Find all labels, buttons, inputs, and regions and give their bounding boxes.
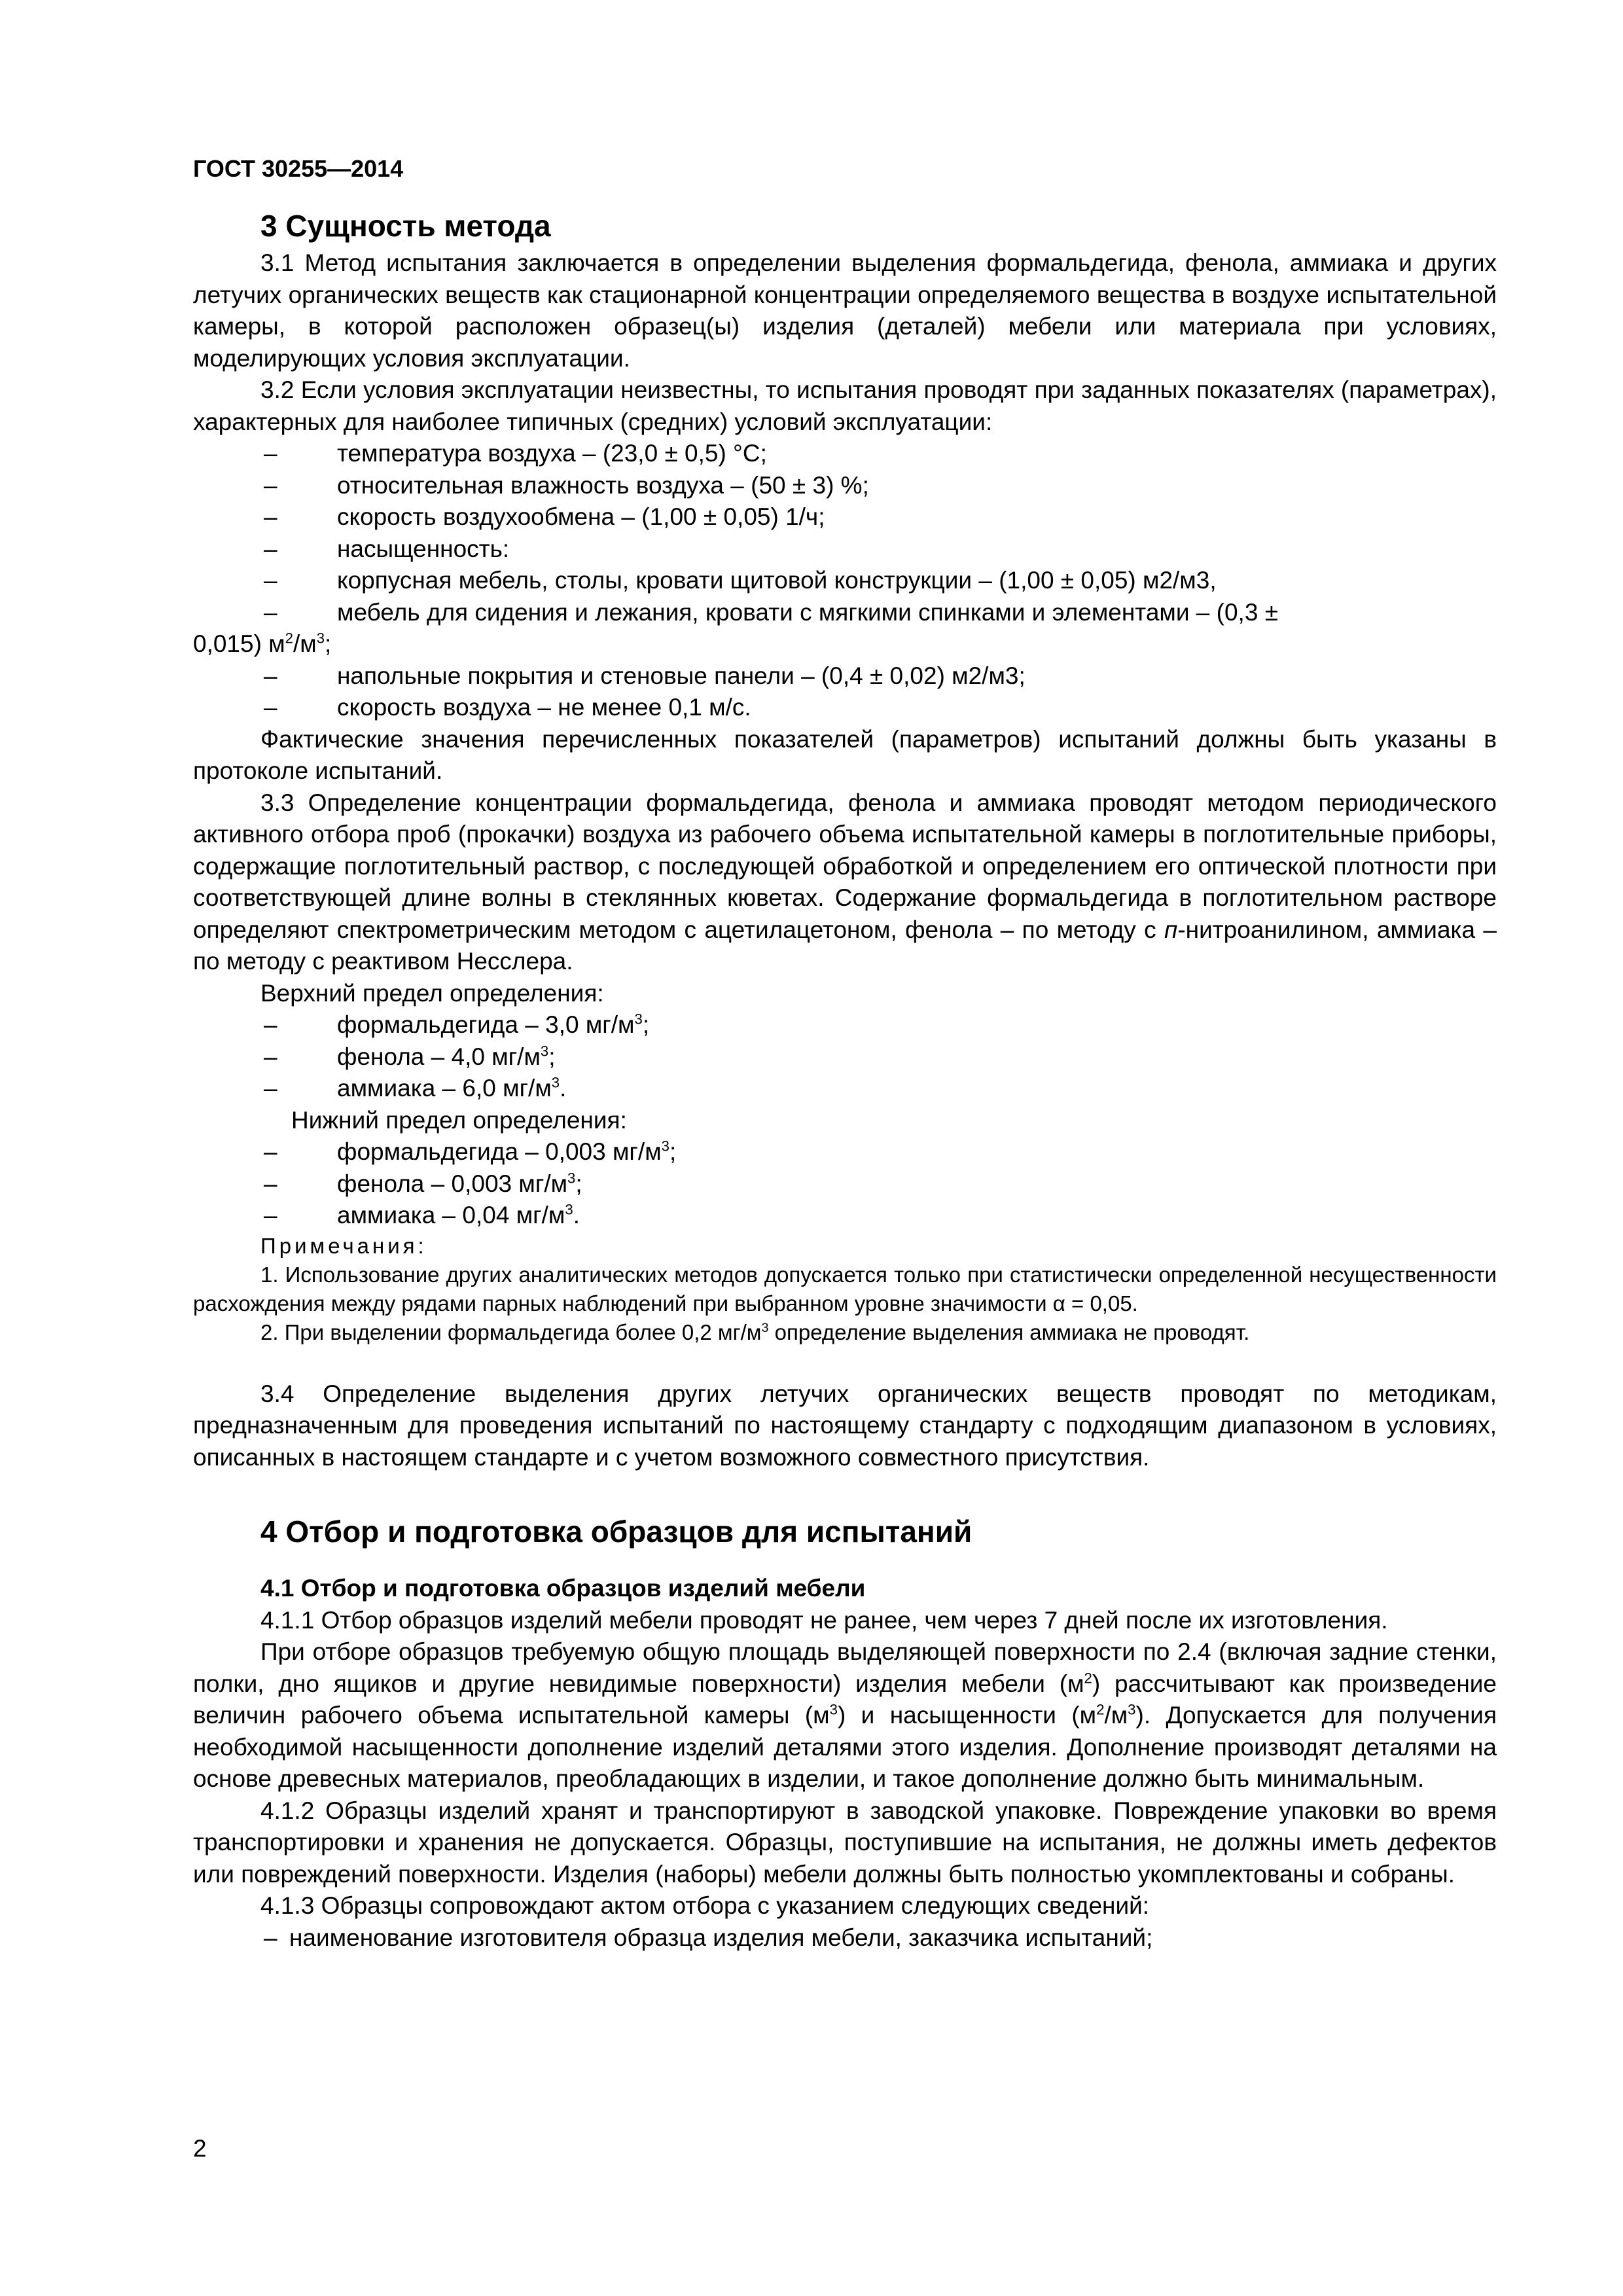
page-number: 2: [193, 2135, 207, 2162]
text-run: ) рассчитывают как произведение величин рабочего объема испытательной камеры (м: [193, 1670, 1497, 1729]
list-item-text: температура воздуха – (23,0 ± 0,5) °С;: [337, 440, 767, 467]
list-item: [193, 597, 1497, 629]
superscript: 3: [316, 630, 325, 647]
dash-marker: –: [264, 1170, 277, 1197]
subsection-4-1-title: 4.1 Отбор и подготовка образцов изделий мебели: [260, 1575, 866, 1602]
list-item: [193, 470, 1497, 502]
text-run: ;: [325, 630, 332, 657]
dash-marker: –: [264, 1075, 277, 1102]
dash-marker: –: [264, 1924, 277, 1951]
list-item-continuation: [193, 628, 1497, 660]
superscript: 3: [761, 1320, 769, 1335]
list-item: [193, 1168, 1497, 1200]
section-4-title: 4 Отбор и подготовка образцов для испытаний: [260, 1515, 972, 1549]
italic-text: п: [1164, 916, 1178, 943]
list-item-text: относительная влажность воздуха – (50 ± 3) %;: [337, 471, 869, 499]
text-run: .: [573, 1202, 580, 1229]
list-item: [193, 1073, 1497, 1105]
clause-3-2: 3.2 Если условия эксплуатации неизвестны, то испытания проводят при заданных показателях (параметрах), характерных для наиболее типичных (средних) условий эксплуатации:: [193, 376, 1497, 435]
list-item-text: скорость воздухообмена – (1,00 ± 0,05) 1/ч;: [337, 503, 825, 530]
list-item: [193, 1200, 1497, 1232]
dash-marker: –: [264, 1043, 277, 1070]
superscript: 2: [1096, 1701, 1105, 1718]
section-3-title: 3 Сущность метода: [260, 209, 551, 243]
paragraph-sample-selection: [193, 1636, 1497, 1795]
list-item: [193, 533, 1497, 565]
list-item-text: аммиака – 6,0 мг/м: [337, 1075, 552, 1102]
text-run: 3.3 Определение концентрации формальдегида, фенола и аммиака проводят методом периодического активного отбора проб (прокачки) воздуха из рабочего объема испытательной камеры в поглотительные приборы, содержащие поглотительный раствор, с последующей обработкой и определением его оптической плотности при соответствующей длине волны в стеклянных кюветах. Содержание формальдегида в поглотительном растворе определяют спектрометрическим методом с ацетилацетоном, фенола – по методу с: [193, 789, 1497, 943]
superscript: 3: [829, 1701, 838, 1718]
clause-3-1: 3.1 Метод испытания заключается в определении выделения формальдегида, фенола, аммиака и других летучих органических веществ как стационарной концентрации определяемого вещества в воздухе испытательной камеры, в которой расположен образец(ы) изделия (деталей) мебели или материала при условиях, моделирующих условия эксплуатации.: [193, 249, 1497, 372]
dash-marker: –: [264, 440, 277, 467]
list-item: [193, 1922, 1497, 1954]
text-run: /м: [293, 630, 317, 657]
text-run: определение выделения аммиака не проводят.: [768, 1319, 1250, 1344]
text-run: -нитроанилином, аммиака – по методу с реактивом Несслера.: [193, 916, 1497, 975]
page-header-doc-code: ГОСТ 30255—2014: [193, 155, 404, 182]
dash-marker: –: [264, 471, 277, 499]
dash-marker: –: [264, 1202, 277, 1229]
list-item-text: фенола – 4,0 мг/м: [337, 1043, 541, 1070]
dash-marker: –: [264, 662, 277, 689]
dash-marker: –: [264, 598, 277, 626]
superscript: 3: [540, 1043, 549, 1060]
clause-3-3: [193, 787, 1497, 978]
superscript: 3: [1128, 1701, 1136, 1718]
list-item: [193, 1009, 1497, 1041]
clause-4-1-1: 4.1.1 Отбор образцов изделий мебели проводят не ранее, чем через 7 дней после их изготовления.: [260, 1606, 1388, 1634]
paragraph-actual-values: Фактические значения перечисленных показателей (параметров) испытаний должны быть указаны в протоколе испытаний.: [193, 725, 1497, 784]
clause-4-1-3: 4.1.3 Образцы сопровождают актом отбора с указанием следующих сведений:: [260, 1892, 1150, 1919]
dash-marker: –: [264, 694, 277, 721]
clause-4-1-2: 4.1.2 Образцы изделий хранят и транспортируют в заводской упаковке. Повреждение упаковки во время транспортировки и хранения не допускается. Образцы, поступившие на испытания, не должны иметь дефектов или повреждений поверхности. Изделия (наборы) мебели должны быть полностью укомплектованы и собраны.: [193, 1797, 1497, 1888]
notes-title: Примечания:: [260, 1233, 427, 1258]
text-run: ). Допускается для получения необходимой насыщенности дополнение изделий деталями этого изделия. Дополнение производят деталями на основе древесных материалов, преобладающих в изделии, и такое дополнение должно быть минимальным.: [193, 1702, 1497, 1792]
list-item: [193, 501, 1497, 533]
text-run: ;: [642, 1011, 650, 1038]
clause-3-4: 3.4 Определение выделения других летучих органических веществ проводят по методикам, предназначенным для проведения испытаний по настоящему стандарту с подходящим диапазоном в условиях, описанных в настоящем стандарте и с учетом возможного совместного присутствия.: [193, 1380, 1497, 1471]
dash-marker: –: [264, 1138, 277, 1165]
superscript: 2: [285, 630, 293, 647]
dash-marker: –: [264, 535, 277, 562]
superscript: 3: [565, 1201, 573, 1218]
text-run: .: [560, 1075, 567, 1102]
text-run: ;: [548, 1043, 556, 1070]
list-item: [193, 1136, 1497, 1168]
superscript: 3: [661, 1138, 669, 1155]
list-item-text: формальдегида – 3,0 мг/м: [337, 1011, 635, 1038]
superscript: 3: [567, 1170, 576, 1187]
list-item-text: аммиака – 0,04 мг/м: [337, 1202, 565, 1229]
list-item-text: корпусная мебель, столы, кровати щитовой конструкции – (1,00 ± 0,05) м2/м3,: [337, 567, 1217, 594]
list-item-text: фенола – 0,003 мг/м: [337, 1170, 568, 1197]
text-run: 2. При выделении формальдегида более 0,2 мг/м: [260, 1319, 762, 1344]
upper-limit-title: Верхний предел определения:: [260, 979, 604, 1007]
text-run: ;: [669, 1138, 677, 1165]
list-item-text: мебель для сидения и лежания, кровати с мягкими спинками и элементами – (0,3 ±: [337, 598, 1278, 626]
lower-limit-title: Нижний предел определения:: [291, 1106, 627, 1134]
list-item-text: напольные покрытия и стеновые панели – (0,4 ± 0,02) м2/м3;: [337, 662, 1026, 689]
superscript: 3: [634, 1011, 643, 1028]
dash-marker: –: [264, 567, 277, 594]
spacer: [193, 1347, 1497, 1378]
list-item-text: наименование изготовителя образца изделия мебели, заказчика испытаний;: [289, 1924, 1153, 1951]
text-run: ) и насыщенности (м: [837, 1702, 1097, 1729]
text-run: При отборе образцов требуемую общую площадь выделяющей поверхности по 2.4 (включая задние стенки, полки, дно ящиков и другие невидимые поверхности) изделия мебели (м: [193, 1638, 1497, 1697]
list-item: [193, 692, 1497, 724]
list-item: [193, 565, 1497, 597]
text-run: /м: [1104, 1702, 1128, 1729]
list-item: [193, 660, 1497, 692]
list-item: [193, 1041, 1497, 1073]
note-2: [193, 1318, 1497, 1347]
list-item-text: формальдегида – 0,003 мг/м: [337, 1138, 662, 1165]
text-run: ;: [575, 1170, 582, 1197]
page-content: [193, 204, 1497, 1954]
list-item-text: насыщенность:: [337, 535, 510, 562]
list-item-text: скорость воздуха – не менее 0,1 м/с.: [337, 694, 751, 721]
superscript: 3: [551, 1074, 560, 1091]
note-1: 1. Использование других аналитических методов допускается только при статистически определенной несущественности расхождения между рядами парных наблюдений при выбранном уровне значимости α = 0,05.: [193, 1262, 1497, 1316]
list-item: [193, 438, 1497, 470]
dash-marker: –: [264, 1011, 277, 1038]
dash-marker: –: [264, 503, 277, 530]
text-run: 0,015) м: [193, 630, 285, 657]
superscript: 2: [1084, 1670, 1092, 1687]
